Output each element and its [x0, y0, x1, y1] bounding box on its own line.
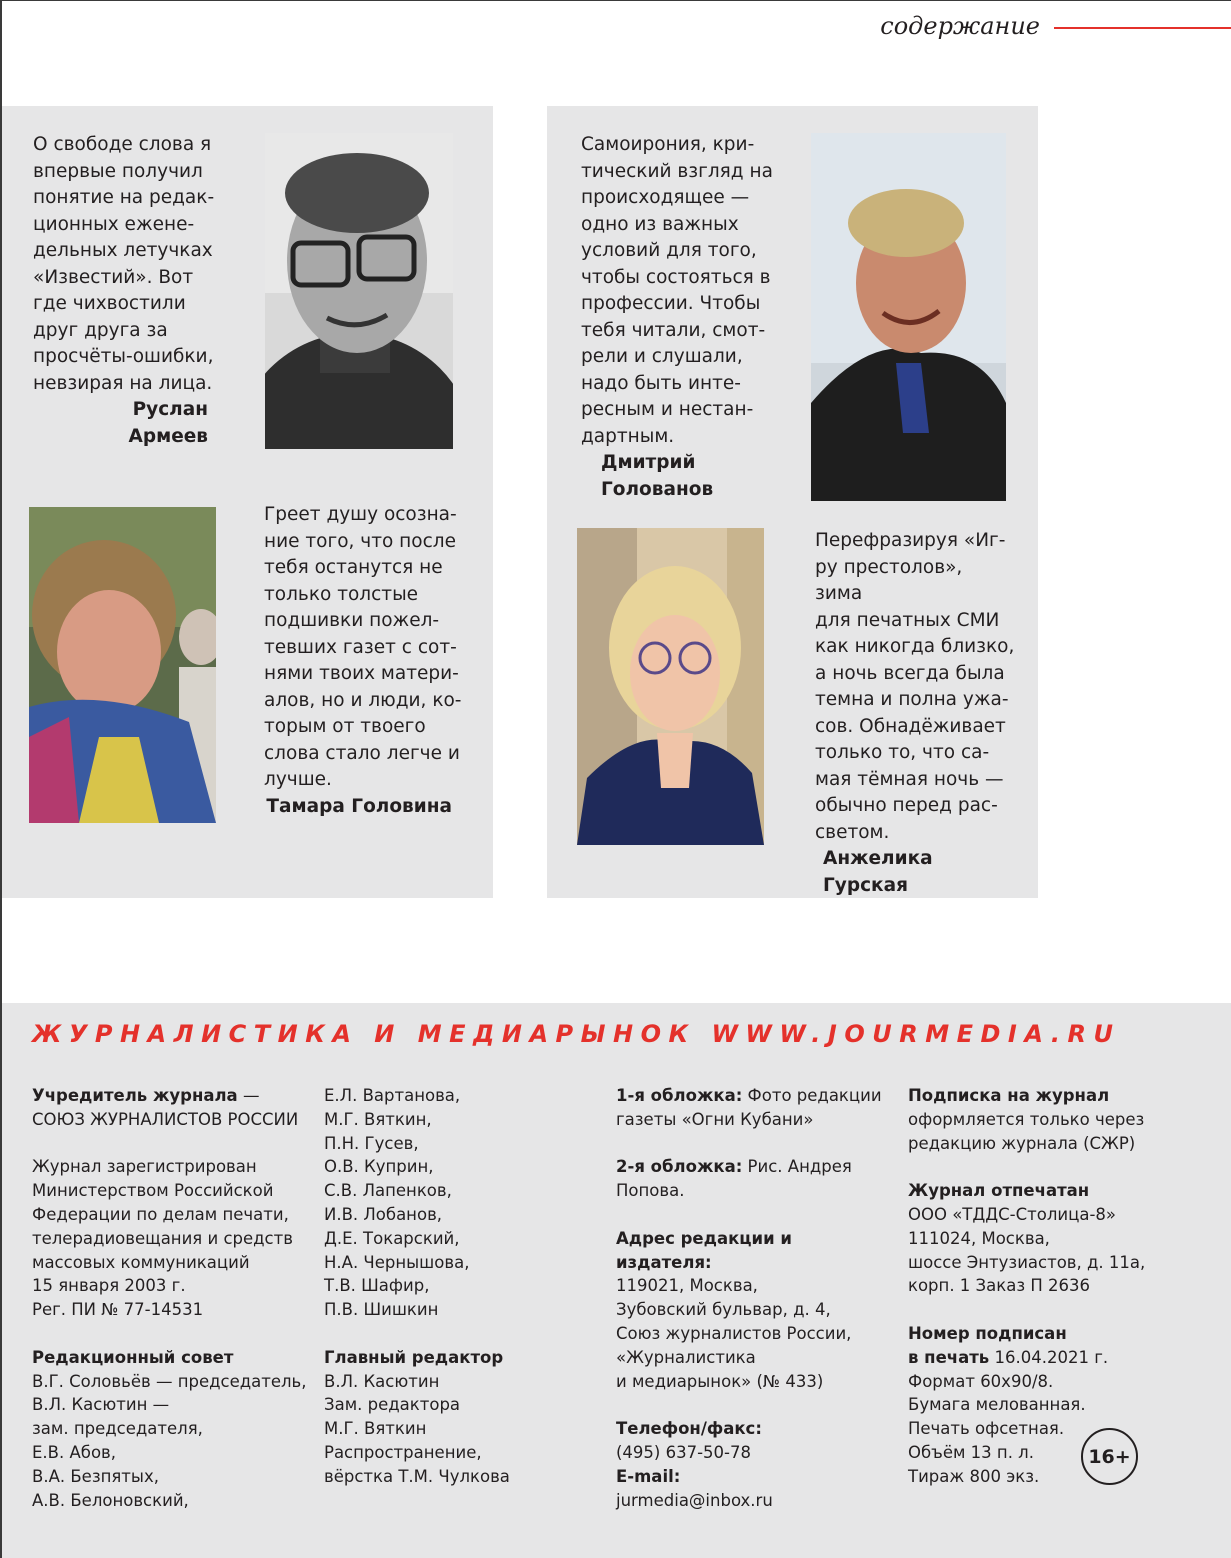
quote-author: Руслан Армеев: [128, 399, 208, 447]
section-label: содержание: [880, 12, 1040, 40]
email-value[interactable]: jurmedia@inbox.ru: [616, 1490, 773, 1510]
cover1-label: 1-я обложка:: [616, 1086, 743, 1105]
email-label: E-mail:: [616, 1466, 681, 1486]
cover2-value: Рис. Андрея Попова.: [616, 1157, 852, 1201]
printed-value: ООО «ТДДС-Столица-8» 111024, Москва, шоссе Энтузиастов, д. 11а, корп. 1 Заказ П 2636: [908, 1204, 1146, 1296]
page-frame-top: [0, 0, 1231, 1]
phone-value: (495) 637-50-78: [616, 1442, 752, 1462]
council-list-1: В.Г. Соловьёв — председатель, В.Л. Касютин — зам. председателя, Е.В. Абов, В.А. Безпятых, А.В. Белоновский,: [32, 1371, 307, 1510]
quote-text: Перефразируя «Иг- ру престолов», зима для печатных СМИ как никогда близко, а ночь всегда была темна и полна ужа- сов. Обнадёживает только то, что са- мая тёмная ночь — обычно перед рас- светом.: [815, 530, 1015, 843]
masthead: ЖУРНАЛИСТИКА И МЕДИАРЫНОК WWW.JOURMEDIA.RU: [32, 1020, 1121, 1048]
portrait-photo-armeev: [265, 133, 453, 449]
quote-gurskaya: [815, 528, 1015, 899]
address-value: 119021, Москва, Зубовский бульвар, д. 4, Союз журналистов России, «Журналистика и медиарынок» (№ 433): [616, 1276, 852, 1391]
registration-info: Журнал зарегистрирован Министерством Российской Федерации по делам печати, телерадиовещания и средств массовых коммуникаций 15 января 2003 г. Рег. ПИ № 77-14531: [32, 1157, 293, 1320]
imprint-column-1: [32, 1084, 307, 1536]
editor-label: Главный редактор: [324, 1347, 504, 1367]
quote-golovanov: [581, 132, 791, 503]
section-rule: [1054, 27, 1231, 29]
quote-author: Анжелика Гурская: [823, 848, 933, 896]
council-label: Редакционный совет: [32, 1347, 234, 1367]
printed-label: Журнал отпечатан: [908, 1181, 1090, 1201]
subscription-label: Подписка на журнал: [908, 1086, 1110, 1105]
quote-author: Тамара Головина: [266, 795, 452, 817]
cover2-label: 2-я обложка:: [616, 1157, 743, 1177]
imprint-column-2: [324, 1084, 594, 1512]
age-rating-badge: 16+: [1081, 1428, 1138, 1485]
phone-label: Телефон/факс:: [616, 1419, 762, 1439]
signed-label: Номер подписан в печать: [908, 1323, 1067, 1367]
quote-author: Дмитрий Голованов: [601, 452, 714, 500]
quote-text: Самоирония, кри- тический взгляд на происходящее — одно из важных условий для того, чтобы состояться в профессии. Чтобы тебя читали, смот- рели и слушали, надо быть инте- ресным и нестан- дартным.: [581, 134, 773, 447]
portrait-photo-gurskaya: [577, 528, 764, 845]
editor-value: В.Л. Касютин Зам. редактора М.Г. Вяткин Распространение, вёрстка Т.М. Чулкова: [324, 1371, 510, 1486]
portrait-photo-golovanov: [811, 133, 1006, 501]
quote-armeev: [33, 132, 233, 450]
founder-value: — СОЮЗ ЖУРНАЛИСТОВ РОССИИ: [32, 1086, 299, 1129]
subscription-value: оформляется только через редакцию журнала (СЖР): [908, 1109, 1145, 1153]
address-label: Адрес редакции и издателя:: [616, 1228, 792, 1272]
council-list-2: Е.Л. Вартанова, М.Г. Вяткин, П.Н. Гусев, О.В. Куприн, С.В. Лапенков, И.В. Лобанов, Д.Е. Токарский, Н.А. Чернышова, Т.В. Шафир, П.В. Шишкин: [324, 1086, 470, 1320]
imprint-column-3: [616, 1084, 891, 1512]
founder-label: Учредитель журнала: [32, 1086, 238, 1105]
quote-golovina: [264, 502, 474, 820]
quote-text: Греет душу осозна- ние того, что после тебя останутся не только толстые подшивки пожел- тевших газет с сот- нями твоих матери- алов, но и люди, ко- торым от твоего слова стало легче и лучше.: [264, 504, 462, 790]
portrait-photo-golovina: [29, 507, 216, 823]
signed-value: 16.04.2021 г. Формат 60х90/8. Бумага мелованная. Печать офсетная. Объём 13 п. л. Тираж 800 экз.: [908, 1347, 1109, 1486]
quote-text: О свободе слова я впервые получил понятие на редак- ционных еженe- дельных летучках «Известий». Вот где чихвостили друг друга за просчёты-ошибки, невзирая на лица.: [33, 134, 215, 394]
cover1-value: Фото редакции газеты «Огни Кубани»: [616, 1086, 882, 1129]
imprint-column-4: [908, 1084, 1158, 1489]
